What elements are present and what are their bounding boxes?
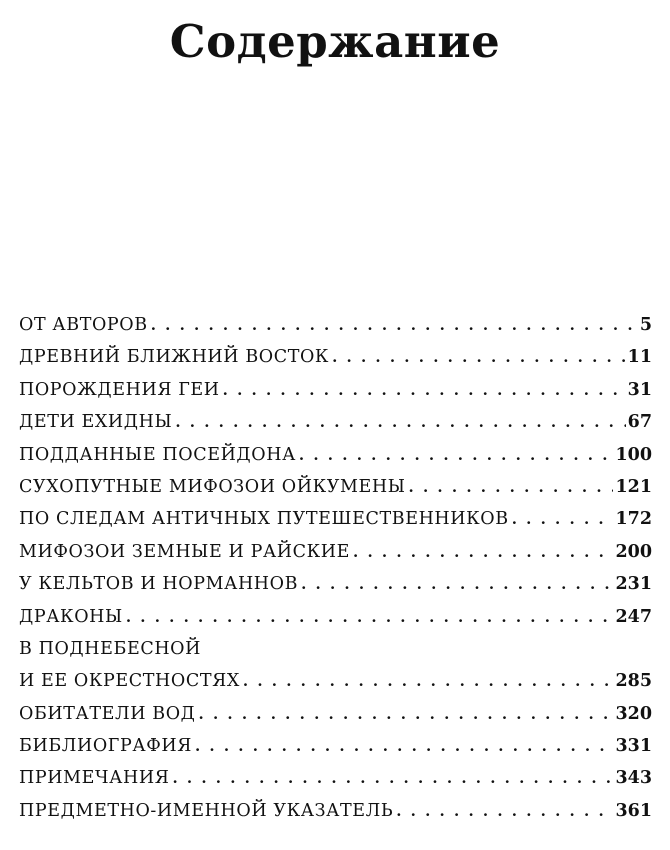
- toc-entry[interactable]: [19, 471, 652, 503]
- toc-entry-first-line[interactable]: [19, 633, 652, 665]
- dot-leader: [199, 698, 614, 730]
- toc-entry[interactable]: [19, 536, 652, 568]
- toc-entry-page: 121: [615, 476, 652, 497]
- toc-entry-title: У КЕЛЬТОВ И НОРМАННОВ: [19, 574, 299, 595]
- toc-entry[interactable]: [19, 730, 652, 762]
- toc-entry-title: ПРИМЕЧАНИЯ: [19, 768, 170, 789]
- toc-entry-page: 5: [639, 315, 652, 335]
- toc-entry-title: ПРЕДМЕТНО-ИМЕННОЙ УКАЗАТЕЛЬ: [19, 800, 394, 821]
- toc-entry-title: ПОДДАННЫЕ ПОСЕЙДОНА: [19, 444, 296, 465]
- toc-entry-page: 343: [615, 768, 652, 789]
- dot-leader: [409, 471, 614, 503]
- toc-entry[interactable]: [19, 762, 652, 794]
- toc-entry-page: 31: [627, 379, 652, 400]
- dot-leader: [301, 568, 613, 600]
- toc-entry[interactable]: [19, 406, 652, 438]
- toc-entry-page: 100: [615, 444, 652, 465]
- toc-entry-title: СУХОПУТНЫЕ МИФОЗОИ ОЙКУМЕНЫ: [19, 476, 406, 497]
- toc-entry[interactable]: [19, 568, 652, 600]
- toc-entry-title: ПО СЛЕДАМ АНТИЧНЫХ ПУТЕШЕСТВЕННИКОВ: [19, 509, 509, 530]
- toc-entry-title: ПОРОЖДЕНИЯ ГЕИ: [19, 379, 220, 400]
- toc-entry[interactable]: [19, 601, 652, 633]
- toc-entry[interactable]: [19, 665, 652, 697]
- dot-leader: [243, 665, 614, 697]
- toc-entry-title: ДРЕВНИЙ БЛИЖНИЙ ВОСТОК: [19, 347, 330, 368]
- toc-entry-title: ОБИТАТЕЛИ ВОД: [19, 703, 196, 724]
- toc-entry-title: БИБЛИОГРАФИЯ: [19, 736, 192, 757]
- toc-entry-title: И ЕЕ ОКРЕСТНОСТЯХ: [19, 671, 240, 692]
- toc-entry[interactable]: [19, 374, 652, 406]
- dot-leader: [299, 439, 614, 471]
- toc-entry[interactable]: [19, 309, 652, 341]
- toc-entry[interactable]: [19, 698, 652, 730]
- toc-entry-page: 285: [615, 671, 652, 692]
- toc-entry[interactable]: [19, 795, 652, 827]
- toc-entry-title: ДЕТИ ЕХИДНЫ: [19, 412, 173, 433]
- toc-entry-page: 331: [615, 736, 652, 757]
- toc-entry-page: 320: [615, 703, 652, 724]
- dot-leader: [396, 795, 613, 827]
- page-title: Содержание: [169, 15, 501, 68]
- toc-entry-page: 247: [615, 606, 652, 627]
- dot-leader: [126, 601, 614, 633]
- table-of-contents: [19, 309, 652, 827]
- toc-entry-title: ДРАКОНЫ: [19, 606, 123, 627]
- toc-entry-page: 11: [627, 347, 652, 368]
- dot-leader: [223, 374, 626, 406]
- toc-entry-page: 67: [627, 412, 652, 433]
- dot-leader: [353, 536, 613, 568]
- dot-leader: [172, 762, 613, 794]
- dot-leader: [195, 730, 614, 762]
- toc-entry[interactable]: [19, 439, 652, 471]
- toc-entry-page: 231: [615, 574, 652, 595]
- toc-entry-page: 172: [615, 509, 652, 530]
- toc-entry-title: В ПОДНЕБЕСНОЙ: [19, 638, 201, 659]
- toc-entry-page: 200: [615, 541, 652, 562]
- toc-entry-page: 361: [615, 800, 652, 821]
- toc-entry[interactable]: [19, 341, 652, 373]
- toc-entry-title: МИФОЗОИ ЗЕМНЫЕ И РАЙСКИЕ: [19, 541, 351, 562]
- dot-leader: [175, 406, 625, 438]
- dot-leader: [512, 503, 614, 535]
- toc-entry-title: ОТ АВТОРОВ: [19, 315, 148, 335]
- dot-leader: [332, 341, 626, 373]
- toc-entry[interactable]: [19, 503, 652, 535]
- dot-leader: [151, 309, 638, 341]
